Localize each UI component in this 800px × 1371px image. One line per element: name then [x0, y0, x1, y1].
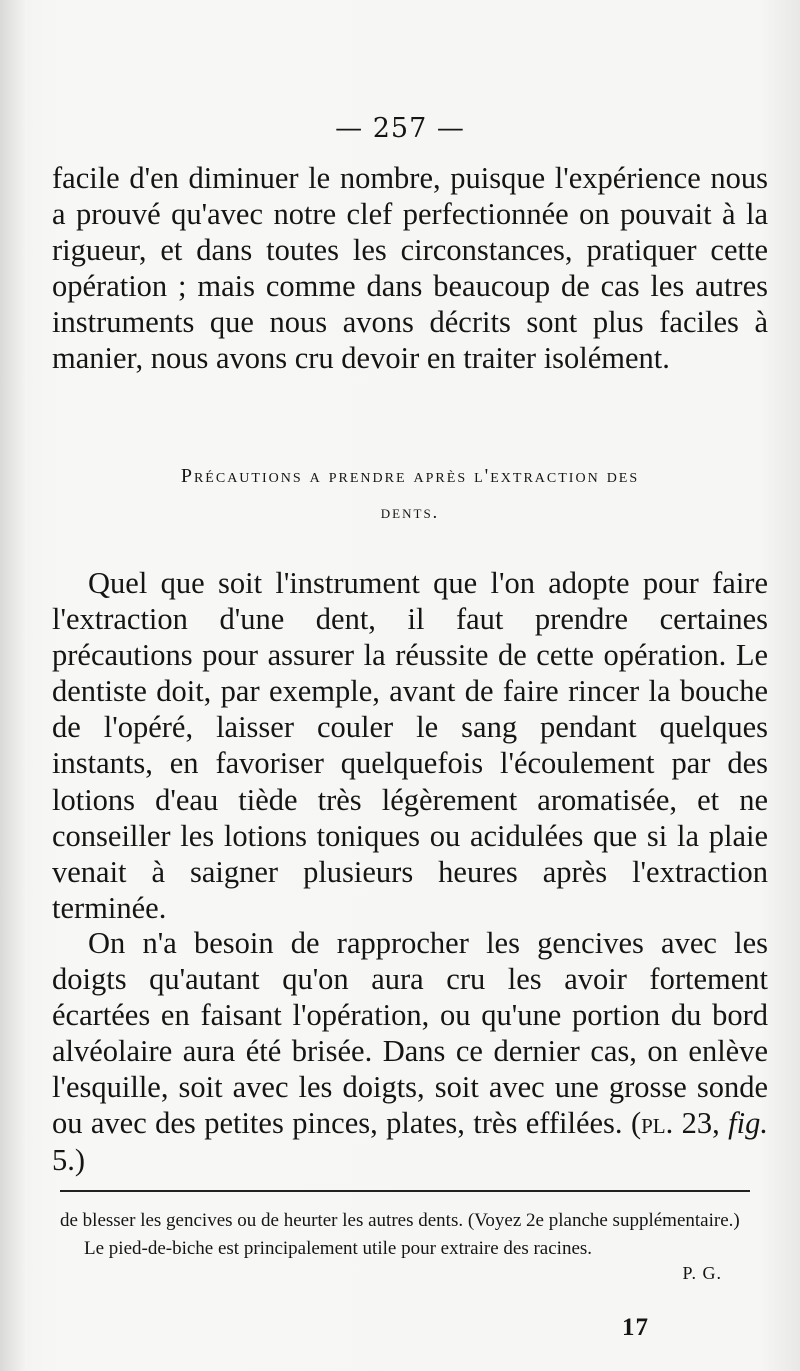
paragraph-precautions: Quel que soit l'instrument que l'on adopte pour faire l'extraction d'une dent, il faut prendre certaines précautions pour assurer la réussite de cette opération. Le dentiste doit, par exemple, avant de faire rincer la bouche de l'opéré, laisser couler le sang pendant quelques instants, en favoriser quelquefois l'écoulement par des lotions d'eau tiède très légèrement aromatisée, et ne conseiller les lotions toniques ou acidulées que si la plaie venait à saigner plusieurs heures après l'extraction terminée. [52, 566, 768, 925]
footnote-continuation: de blesser les gencives ou de heurter les autres dents. (Voyez 2e planche supplémentaire.) [60, 1210, 740, 1231]
paragraph-gums [52, 925, 768, 1178]
paragraph-gums-text: On n'a besoin de rapprocher les gencives avec les doigts qu'autant qu'on aura cru les avoir fortement écartées en faisant l'opération, ou qu'une portion du bord alvéolaire aura été brisée. Dans ce dernier cas, on enlève l'esquille, soit avec les doigts, soit avec une grosse sonde ou avec des petites pinces, plates, très effilées. ( [52, 926, 768, 1141]
figure-ref-label: fig. [728, 1106, 768, 1141]
footnote-signature: P. G. [682, 1263, 722, 1283]
page-number: — 257 — [335, 113, 465, 144]
footnote-pied-de-biche: Le pied-de-biche est principalement utile pour extraire des racines. [84, 1238, 593, 1259]
plate-ref-number: 23, [673, 1106, 729, 1141]
paragraph-continuation: facile d'en diminuer le nombre, puisque l'expérience nous a prouvé qu'avec notre clef perfectionnée on pouvait à la rigueur, et dans toutes les circonstances, pratiquer cette opération ; mais comme dans beaucoup de cas les autres instruments que nous avons décrits sont plus faciles à manier, nous avons cru devoir en traiter isolément. [52, 161, 768, 376]
signature-mark: 17 [622, 1314, 649, 1341]
plate-ref-label: pl. [641, 1106, 674, 1141]
section-heading-line1: Précautions a prendre après l'extraction des [180, 465, 640, 487]
footnotes [60, 1208, 760, 1286]
footnote-divider [60, 1190, 750, 1192]
figure-ref-end: 5.) [52, 1142, 86, 1177]
section-heading [70, 458, 750, 530]
section-heading-line2: dents. [380, 502, 440, 522]
